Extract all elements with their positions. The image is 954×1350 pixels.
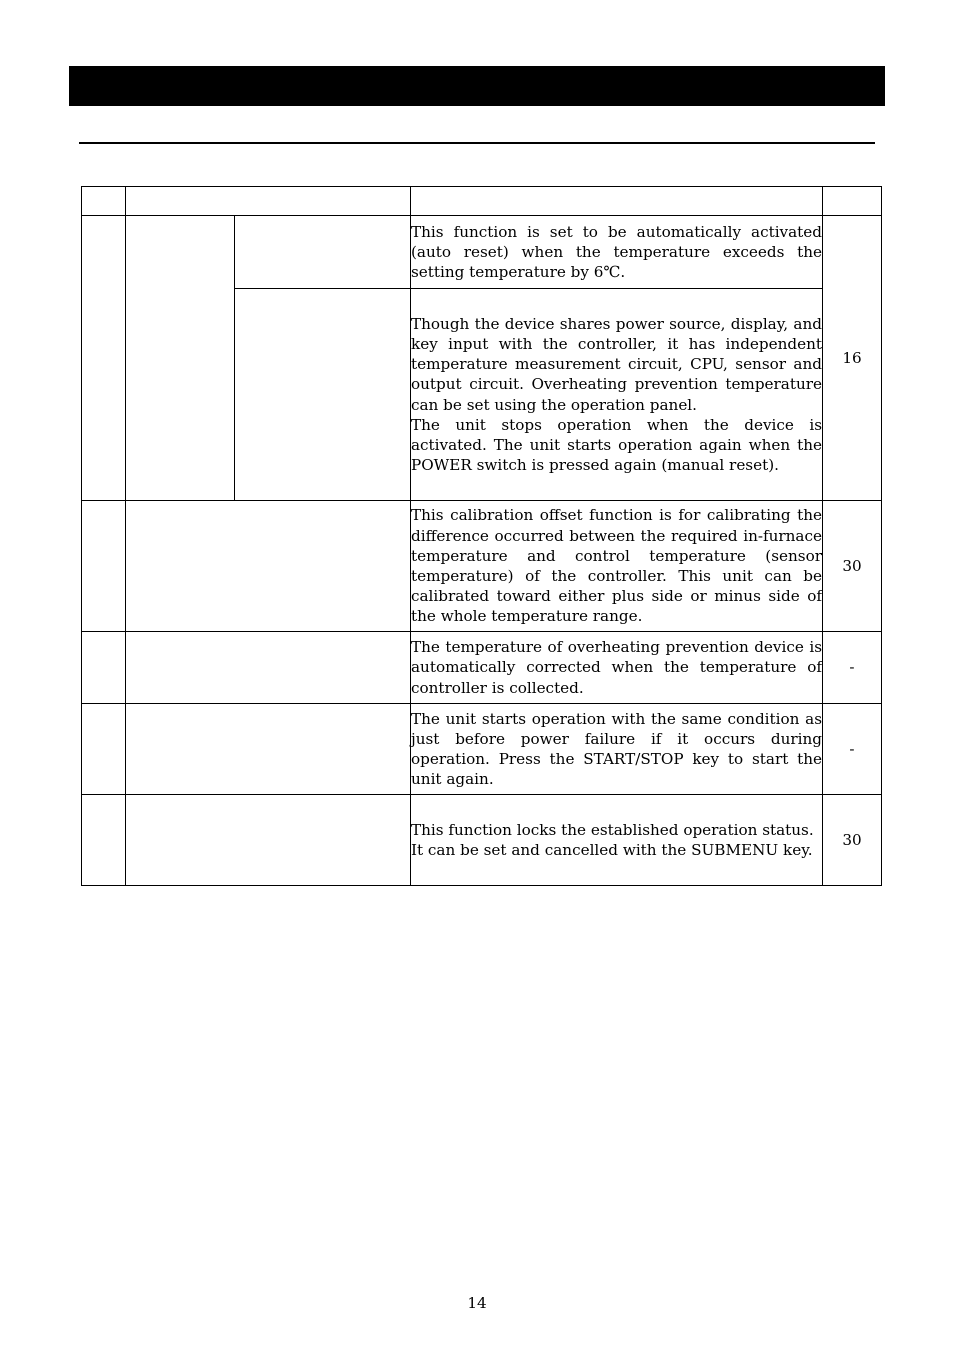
- description-text: The temperature of overheating prevention device is automatically corrected when the temperature of controller is collected.: [411, 638, 822, 697]
- table-header-row: [82, 187, 882, 216]
- description-cell: [411, 632, 823, 704]
- description-cell: [411, 704, 823, 795]
- description-text: The unit starts operation with the same condition as just before power failure if it occurs during operation. Press the START/STOP key to start the unit again.: [411, 709, 822, 789]
- description-text: This function locks the established operation status.: [411, 820, 814, 839]
- description-cell: [411, 795, 823, 886]
- row-number-cell: [82, 704, 126, 795]
- header-rule: [79, 142, 875, 144]
- page-reference: -: [823, 632, 882, 704]
- row-number-cell: [82, 795, 126, 886]
- page-reference: -: [823, 704, 882, 795]
- item-name-cell: [126, 632, 411, 704]
- item-name-cell: [126, 216, 235, 501]
- table-row: [82, 795, 882, 886]
- header-cell-item: [126, 187, 411, 216]
- table-row: [82, 501, 882, 632]
- description-text: It can be set and cancelled with the SUBMENU key.: [411, 841, 813, 859]
- sub-item-cell: [235, 289, 411, 501]
- description-text: The unit stops operation when the device is activated. The unit starts operation again when the POWER switch is pressed again (manual reset).: [411, 415, 822, 475]
- description-cell: [411, 289, 823, 501]
- function-table: [81, 186, 882, 886]
- row-number-cell: [82, 632, 126, 704]
- description-text: This calibration offset function is for calibrating the difference occurred between the required in-furnace temperature and control temperature (sensor temperature) of the controller. This unit can be calibrated toward either plus side or minus side of the whole temperature range.: [411, 506, 822, 626]
- header-cell-no: [82, 187, 126, 216]
- item-name-cell: [126, 501, 411, 632]
- row-number-cell: [82, 501, 126, 632]
- table-row: [82, 632, 882, 704]
- header-cell-page: [823, 187, 882, 216]
- description-cell: [411, 501, 823, 632]
- page-reference: 30: [823, 795, 882, 886]
- page-number: 14: [467, 1294, 487, 1312]
- header-cell-function: [411, 187, 823, 216]
- description-text: This function is set to be automatically activated (auto reset) when the temperature exceeds the setting temperature by 6℃.: [411, 222, 822, 282]
- table-row: [82, 216, 882, 289]
- description-cell: [411, 216, 823, 289]
- item-name-cell: [126, 795, 411, 886]
- page-reference: 16: [823, 216, 882, 501]
- page-reference: 30: [823, 501, 882, 632]
- header-bar: [69, 66, 885, 106]
- row-number-cell: [82, 216, 126, 501]
- item-name-cell: [126, 704, 411, 795]
- description-text: Though the device shares power source, display, and key input with the controller, it has independent temperature measurement circuit, CPU, sensor and output circuit. Overheating prevention temperature can be set using the operation panel.: [411, 314, 822, 414]
- table-row: [82, 704, 882, 795]
- sub-item-cell: [235, 216, 411, 289]
